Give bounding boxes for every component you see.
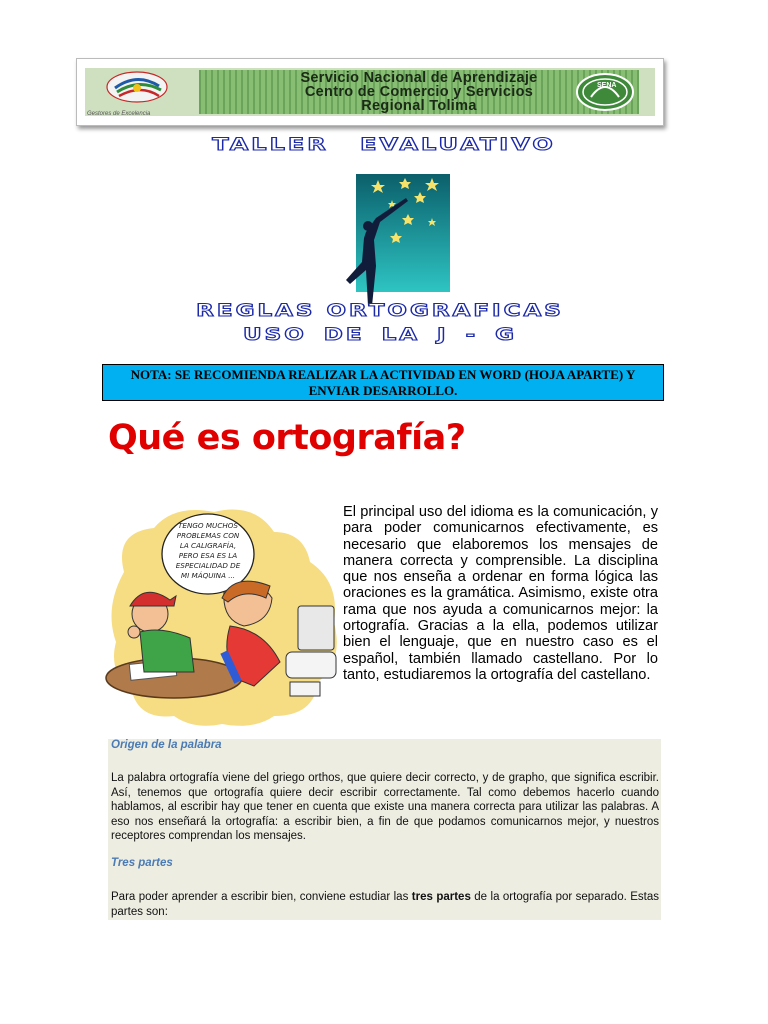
- institution-line-2: Centro de Comercio y Servicios: [304, 84, 534, 100]
- banner-background: [85, 68, 655, 116]
- section-text-origen: La palabra ortografía viene del griego orthos, que quiere decir correcto, y de grapho, que significa escribir. Así, tenemos que ortografía quiere decir escribir correctamente. Tal como debemos hacerlo cuando hablamos, al escribir hay que tener en cuenta que existe una manera correcta para utilizar las palabras. A eso nos enseñará la ortografía: a escribir bien, a fin de que podamos comunicarnos mejor, y nuestros receptores comprendan los mensajes.: [111, 772, 659, 843]
- svg-text:LA CALIGRAFÍA,: LA CALIGRAFÍA,: [179, 541, 237, 550]
- title-uso-j-g: USO DE LA J - G: [242, 325, 518, 345]
- section-title-origen: Origen de la palabra: [111, 739, 222, 751]
- gestores-logo: [99, 70, 177, 110]
- svg-text:SENA: SENA: [597, 82, 617, 89]
- reaching-stars-illustration: [320, 170, 452, 312]
- section-title-tres-partes: Tres partes: [111, 857, 173, 869]
- svg-text:PERO ESA ES LA: PERO ESA ES LA: [178, 551, 238, 560]
- note-box: NOTA: SE RECOMIENDA REALIZAR LA ACTIVIDAD EN WORD (HOJA APARTE) Y ENVIAR DESARROLLO.: [102, 364, 664, 401]
- section-text-tres-partes: Para poder aprender a escribir bien, conviene estudiar las tres partes de la ortografía por separado. Estas partes son:: [111, 891, 659, 918]
- svg-text:TENGO MUCHOS: TENGO MUCHOS: [178, 521, 238, 530]
- institution-line-3: Regional Tolima: [361, 98, 477, 114]
- tres-partes-bold: tres partes: [411, 891, 471, 903]
- institution-line-1: Servicio Nacional de Aprendizaje: [300, 70, 538, 86]
- ortografia-info-panel: [108, 739, 661, 920]
- svg-text:PROBLEMAS CON: PROBLEMAS CON: [176, 531, 240, 540]
- students-cartoon: [104, 502, 344, 730]
- title-taller-evaluativo: TALLER EVALUATIVO: [212, 133, 556, 155]
- svg-text:MI MÁQUINA ...: MI MÁQUINA ...: [180, 571, 236, 580]
- header-banner: [76, 58, 664, 126]
- sena-logo: [573, 71, 637, 113]
- gestores-caption: Gestores de Excelencia: [87, 111, 151, 117]
- intro-paragraph: El principal uso del idioma es la comunicación, y para poder comunicarnos efectivamente, es necesario que elaboremos los mensajes de manera correcta y comprensible. La disciplina que nos enseña a ordenar en forma lógica las oraciones es la gramática. Asimismo, existe otra rama que nos ayuda a comunicarnos mejor: la ortografía. Gracias a la ella, podemos utilizar bien el lenguaje, que en nuestro caso es el español, también llamado castellano. Por lo tanto, estudiaremos la ortografía del castellano.: [343, 504, 658, 683]
- svg-text:ESPECIALIDAD DE: ESPECIALIDAD DE: [175, 561, 241, 570]
- title-reglas-ortograficas: REGLAS ORTOGRAFICAS: [196, 301, 564, 321]
- section-heading: Qué es ortografía?: [108, 418, 466, 458]
